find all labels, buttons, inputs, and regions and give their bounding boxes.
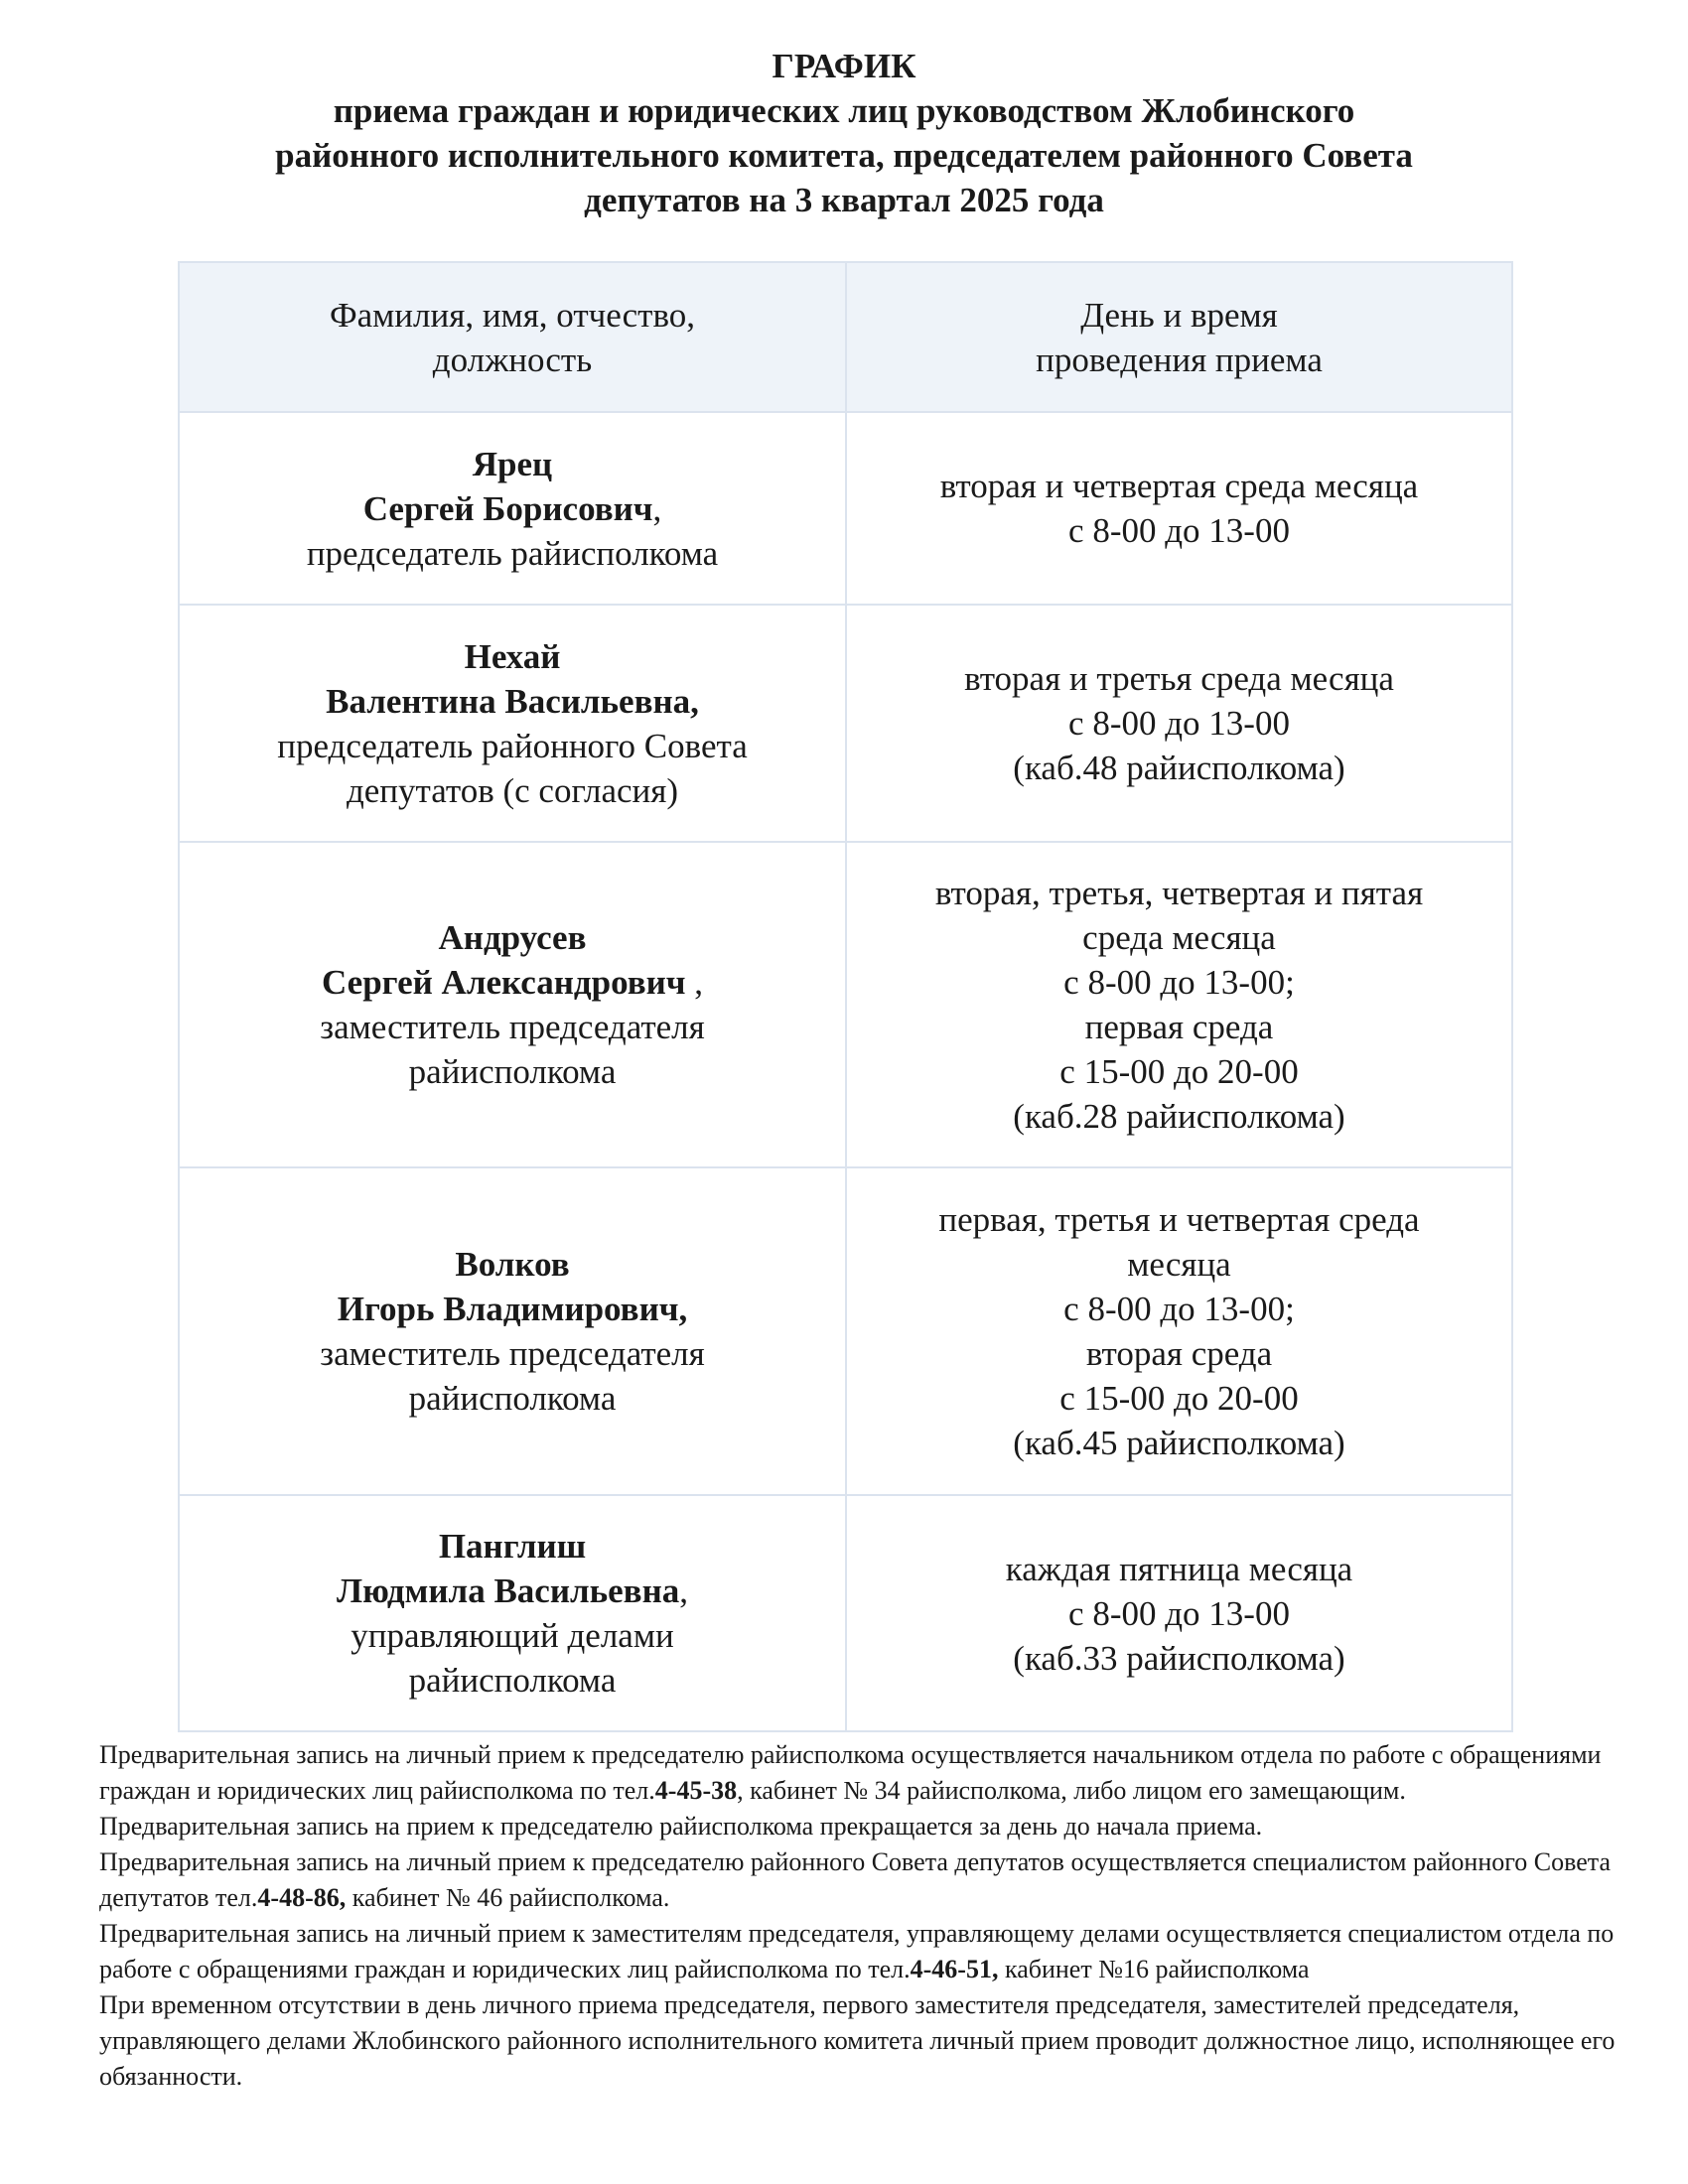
table-row [179,1495,1512,1731]
note-paragraph: Предварительная запись на личный прием к председателю райисполкома осуществляется начальником отдела по работе с обращениями граждан и юридических лиц райисполкома по тел.4-45-38, кабинет № 34 райисполкома, либо лицом его замещающим. [99,1740,1602,1805]
table-header-row [179,262,1512,412]
table-row [179,842,1512,1167]
title-line-4: депутатов на 3 квартал 2025 года [584,181,1104,219]
note-paragraph: Предварительная запись на личный прием к заместителям председателя, управляющему делами осуществляется специалистом отдела по работе с обращениями граждан и юридических лиц райисполкома по тел.4-46-51, кабинет №16 райисполкома [99,1919,1615,1983]
schedule-cell: каждая пятница месяца с 8-00 до 13-00 (каб.33 райисполкома) [846,1495,1512,1731]
official-position: заместитель председателя [320,1008,705,1046]
header-day-time: День и время проведения приема [846,262,1512,412]
official-position: райисполкома [408,1052,617,1091]
document-title [0,44,1688,222]
official-surname: Ярец [472,444,553,483]
official-surname: Панглиш [438,1527,587,1566]
official-position: управляющий делами [351,1616,674,1655]
note-paragraph: Предварительная запись на личный прием к председателю районного Совета депутатов осуществляется специалистом районного Совета депутатов тел.4-48-86, кабинет № 46 райисполкома. [99,1847,1612,1912]
official-surname: Волков [455,1245,570,1284]
table-row [179,605,1512,842]
official-given-name: Игорь Владимирович, [337,1290,688,1328]
title-line-2: приема граждан и юридических лиц руководством Жлобинского [333,91,1355,130]
official-cell: Панглиш Людмила Васильевна, управляющий делами райисполкома [179,1495,846,1731]
title-line-1: ГРАФИК [772,47,916,85]
table-row [179,1167,1512,1495]
official-position: председатель районного Совета [277,726,748,765]
note-paragraph: При временном отсутствии в день личного приема председателя, первого заместителя председателя, заместителей председателя, управляющего делами Жлобинского районного исполнительного комитета личный прием проводит должностное лицо, исполняющее его обязанности. [99,1990,1616,2091]
official-surname: Нехай [464,636,561,676]
notes-section [99,1737,1628,2095]
official-position: председатель райисполкома [306,533,719,573]
official-cell: Ярец Сергей Борисович, председатель райисполкома [179,412,846,605]
official-cell [179,605,846,842]
official-position: райисполкома [408,1379,617,1418]
phone-number: 4-48-86, [257,1883,347,1912]
schedule-cell: первая, третья и четвертая среда месяца с 8-00 до 13-00; вторая среда с 15-00 до 20-00 (каб.45 райисполкома) [846,1167,1512,1495]
official-cell: Андрусев Сергей Александрович , заместитель председателя райисполкома [179,842,846,1167]
header-name-position: Фамилия, имя, отчество, должность [179,262,846,412]
schedule-cell: вторая и третья среда месяца с 8-00 до 13-00 (каб.48 райисполкома) [846,605,1512,842]
schedule-table [178,261,1513,1732]
schedule-cell: вторая и четвертая среда месяца с 8-00 до 13-00 [846,412,1512,605]
schedule-cell: вторая, третья, четвертая и пятая среда месяца с 8-00 до 13-00; первая среда с 15-00 до 20-00 (каб.28 райисполкома) [846,842,1512,1167]
title-line-3: районного исполнительного комитета, председателем районного Совета [275,136,1413,175]
official-position: депутатов (с согласия) [346,770,679,810]
official-position: райисполкома [408,1661,617,1700]
official-given-name: Сергей Александрович [321,963,686,1002]
phone-number: 4-45-38 [654,1776,738,1805]
note-paragraph: Предварительная запись на прием к председателю райисполкома прекращается за день до начала приема. [99,1812,1263,1841]
official-surname: Андрусев [438,918,587,957]
official-given-name: Валентина Васильевна, [326,681,699,721]
official-cell [179,1167,846,1495]
table-row [179,412,1512,605]
official-given-name: Людмила Васильевна [337,1571,680,1610]
official-given-name: Сергей Борисович [362,488,653,528]
official-position: заместитель председателя [320,1334,705,1373]
phone-number: 4-46-51, [910,1955,999,1983]
